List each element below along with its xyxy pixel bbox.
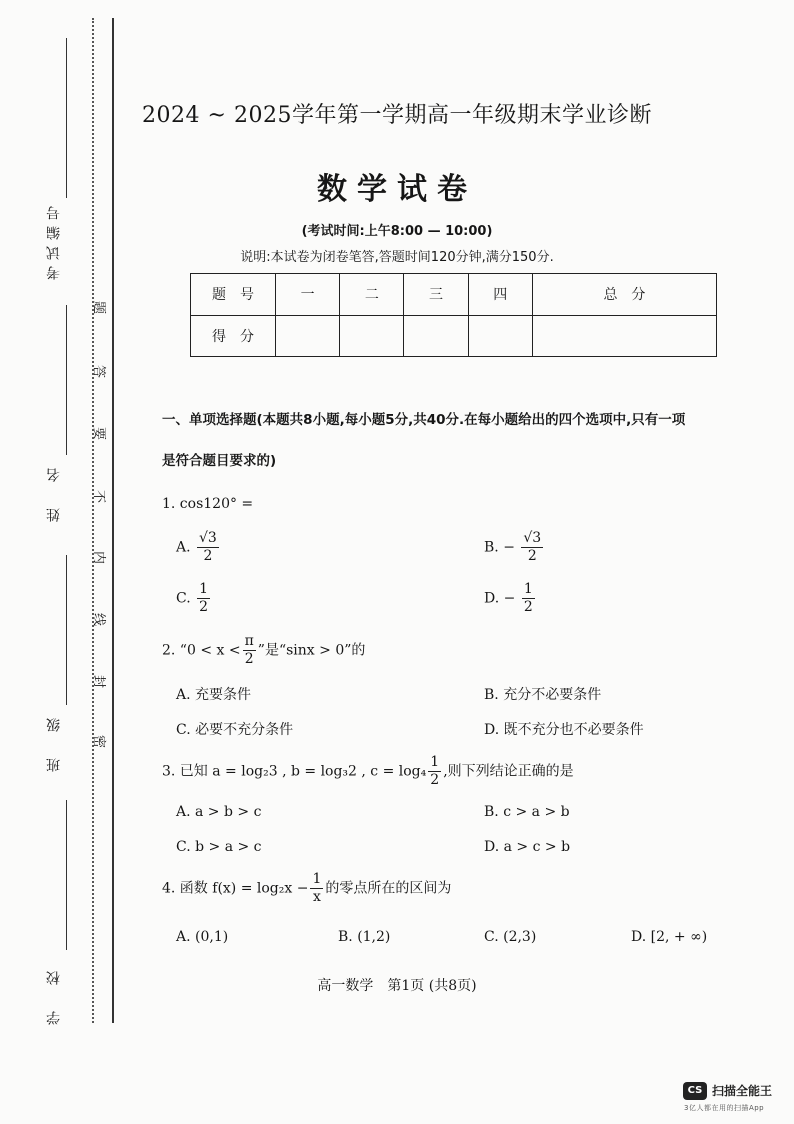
q3-option-d: D. a > c > b (484, 839, 571, 855)
section-heading-line2: 是符合题目要求的) (162, 453, 277, 469)
name-label: 姓 名 (46, 462, 62, 522)
header-cell: 题 号 (191, 274, 276, 316)
seal-word: 线 (91, 612, 107, 627)
exam-note: 说明:本试卷为闭卷笔答,答题时间120分钟,满分150分. (240, 250, 554, 265)
section-heading-line1: 一、单项选择题(本题共8小题,每小题5分,共40分.在每小题给出的四个选项中,只有一项 (162, 412, 686, 428)
header-cell: 总 分 (532, 274, 716, 316)
denominator: 2 (244, 651, 254, 667)
q1-option-b (484, 530, 545, 565)
fraction (522, 581, 535, 616)
q1-stem: 1. cos120° = (162, 496, 254, 512)
seal-word: 答 (91, 364, 107, 379)
q1-option-c (176, 581, 212, 616)
seal-word: 密 (91, 734, 107, 749)
q3-stem-post: ,则下列结论正确的是 (443, 763, 574, 780)
score-table-header-row (191, 274, 717, 316)
score-cell[interactable] (340, 315, 404, 357)
header-cell: 三 (404, 274, 468, 316)
option-prefix: A. (176, 539, 191, 556)
seal-word: 封 (91, 674, 107, 689)
exam-number-label: 考试编号 (46, 200, 62, 280)
class-label: 班 级 (46, 712, 62, 772)
fraction (310, 871, 323, 906)
fraction (243, 633, 256, 668)
fraction (521, 530, 543, 565)
scanner-logo: CS (683, 1082, 707, 1100)
seal-word: 不 (91, 489, 107, 504)
page-footer: 高一数学 第1页 (共8页) (317, 978, 477, 994)
header-cell: 一 (276, 274, 340, 316)
numerator: √3 (523, 530, 542, 546)
header-cell: 二 (340, 274, 404, 316)
scanner-name: 扫描全能王 (712, 1084, 773, 1098)
q2-stem-post: ”是“sinx > 0”的 (257, 642, 366, 659)
q3-option-b: B. c > a > b (484, 804, 570, 820)
score-cell[interactable] (468, 315, 532, 357)
score-cell[interactable] (404, 315, 468, 357)
score-table-score-row (191, 315, 717, 357)
score-table (190, 273, 717, 357)
q2-option-c: C. 必要不充分条件 (176, 722, 294, 738)
q2-stem-pre: 2. “0 < x < (162, 642, 241, 659)
q3-option-c: C. b > a > c (176, 839, 262, 855)
q3-option-a: A. a > b > c (176, 804, 262, 820)
q4-stem-post: 的零点所在的区间为 (325, 880, 452, 897)
fraction (197, 581, 210, 616)
fraction (197, 530, 219, 565)
row-label-cell: 得 分 (191, 315, 276, 357)
q4-option-b: B. (1,2) (338, 929, 391, 945)
numerator: 1 (312, 871, 322, 887)
q4-option-c: C. (2,3) (484, 929, 537, 945)
q4-option-a: A. (0,1) (176, 929, 229, 945)
score-cell[interactable] (532, 315, 716, 357)
denominator: x (312, 889, 321, 905)
q2-option-a: A. 充要条件 (176, 687, 252, 703)
exam-title: 2024 ~ 2025学年第一学期高一年级期末学业诊断 (142, 103, 652, 128)
name-underline (66, 305, 67, 455)
numerator: √3 (199, 530, 217, 546)
seal-word: 内 (91, 550, 107, 565)
q1-option-d (484, 581, 537, 616)
q3-stem-pre: 3. 已知 a = log₂3 , b = log₃2 , c = log₄ (162, 763, 427, 780)
q3-stem (162, 754, 574, 789)
denominator: 2 (199, 599, 209, 615)
q4-option-d: D. [2, + ∞) (631, 929, 708, 945)
exam-time: (考试时间:上午8:00 — 10:00) (301, 224, 493, 239)
option-prefix: D. − (484, 590, 516, 607)
q4-stem-pre: 4. 函数 f(x) = log₂x − (162, 880, 309, 897)
class-underline (66, 555, 67, 705)
option-prefix: C. (176, 590, 191, 607)
q1-option-a (176, 530, 221, 565)
score-cell[interactable] (276, 315, 340, 357)
seal-word: 题 (91, 300, 107, 315)
header-cell: 四 (468, 274, 532, 316)
scanner-tagline: 3亿人都在用的扫描App (684, 1104, 765, 1112)
denominator: 2 (527, 548, 537, 564)
numerator: 1 (430, 754, 440, 770)
denominator: 2 (203, 548, 213, 564)
numerator: π (244, 633, 254, 649)
denominator: 2 (430, 772, 440, 788)
q2-stem (162, 633, 365, 668)
denominator: 2 (523, 599, 533, 615)
school-underline (66, 800, 67, 950)
option-prefix: B. − (484, 539, 515, 556)
school-label: 学 校 (46, 965, 62, 1025)
seal-word: 要 (91, 426, 107, 441)
q4-stem (162, 871, 451, 906)
q2-option-d: D. 既不充分也不必要条件 (484, 722, 644, 738)
subject-title: 数学试卷 (317, 172, 477, 207)
numerator: 1 (523, 581, 533, 597)
fraction (428, 754, 441, 789)
numerator: 1 (199, 581, 209, 597)
q2-option-b: B. 充分不必要条件 (484, 687, 602, 703)
